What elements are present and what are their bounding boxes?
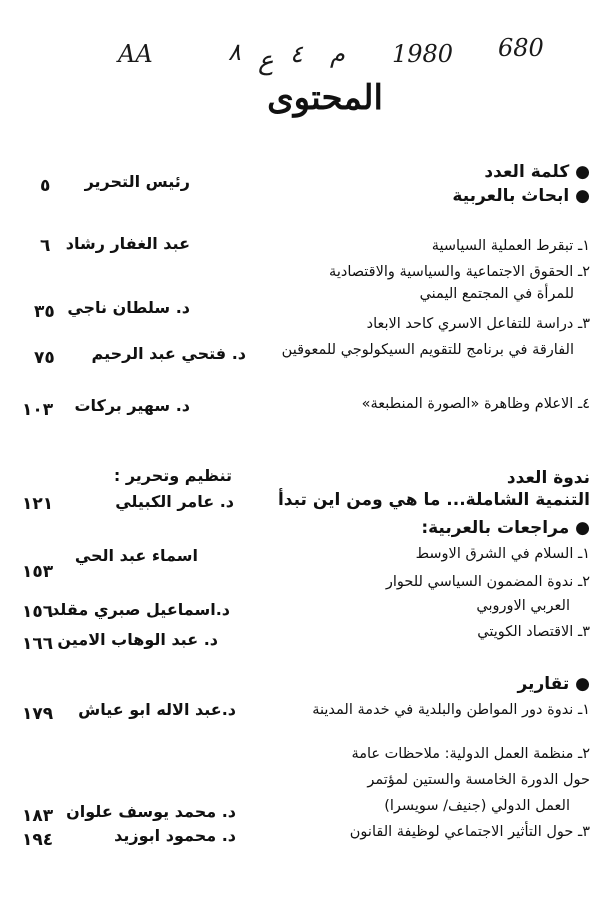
- review-2-author: د.اسماعيل صبري مقلد: [51, 600, 230, 619]
- report-3-author: د. محمود ابوزيد: [114, 826, 236, 845]
- article-3-title-line1: ٣ـ دراسة للتفاعل الاسري كاحد الابعاد: [366, 316, 590, 332]
- report-2-title-line2: حول الدورة الخامسة والستين لمؤتمر: [367, 772, 590, 788]
- handwritten-code-aa: AA: [118, 40, 153, 68]
- handwritten-four: ٤: [290, 40, 303, 68]
- article-4-author: د. سهير بركات: [74, 396, 190, 415]
- author-editor-in-chief: رئيس التحرير: [84, 172, 190, 191]
- report-2-author: د. محمد يوسف علوان: [66, 802, 236, 821]
- article-2-author: د. سلطان ناجي: [67, 298, 190, 317]
- page-title: المحتوى: [267, 78, 383, 118]
- report-1-author: د.عبد الاله ابو عياش: [78, 700, 236, 719]
- page-num-editor: ٥: [40, 176, 51, 196]
- review-3-page: ١٦٦: [22, 634, 54, 654]
- handwritten-mim: م: [330, 40, 345, 68]
- review-1-title: ١ـ السلام في الشرق الاوسط: [415, 546, 590, 562]
- article-2-page: ٣٥: [34, 302, 55, 322]
- report-1-page: ١٧٩: [22, 704, 54, 724]
- bullet-reviews: ● مراجعات بالعربية:: [421, 518, 590, 538]
- bullet-arabic-research: ● ابحاث بالعربية: [452, 186, 590, 206]
- review-2-page: ١٥٦: [22, 602, 54, 622]
- handwritten-number: 680: [498, 34, 544, 62]
- report-2-page: ١٨٣: [22, 806, 54, 826]
- review-2-title-line2: العربي الاوروبي: [476, 598, 570, 614]
- symposium-organizer-label: تنظيم وتحرير :: [113, 466, 232, 485]
- report-2-title-line1: ٢ـ منظمة العمل الدولية: ملاحظات عامة: [351, 746, 590, 762]
- article-3-author: د. فتحي عبد الرحيم: [91, 344, 246, 363]
- symposium-title: التنمية الشاملة... ما هي ومن اين تبدأ: [277, 490, 590, 510]
- handwritten-eight: ٨: [228, 38, 241, 66]
- article-1-page: ٦: [40, 236, 51, 256]
- article-4-page: ١٠٣: [22, 400, 54, 420]
- report-3-title: ٣ـ حول التأثير الاجتماعي لوظيفة القانون: [349, 824, 590, 840]
- article-2-title-line1: ٢ـ الحقوق الاجتماعية والسياسية والاقتصادية: [329, 264, 590, 280]
- handwritten-ain: ع: [258, 46, 274, 76]
- bullet-issue-word: ● كلمة العدد: [484, 162, 590, 182]
- symposium-label: ندوة العدد: [506, 468, 590, 488]
- bullet-reports: ● تقارير: [517, 674, 590, 694]
- report-3-page: ١٩٤: [22, 830, 54, 850]
- article-2-title-line2: للمرأة في المجتمع اليمني: [419, 286, 574, 302]
- article-1-title: ١ـ تبقرط العملية السياسية: [431, 238, 590, 254]
- report-2-title-line3: العمل الدولي (جنيف/ سويسرا): [384, 798, 570, 814]
- review-3-author: د. عبد الوهاب الامين: [57, 630, 218, 649]
- symposium-author: د. عامر الكبيلي: [115, 492, 234, 511]
- article-1-author: عبد الغفار رشاد: [65, 234, 190, 253]
- review-1-page: ١٥٣: [22, 562, 54, 582]
- review-3-title: ٣ـ الاقتصاد الكويتي: [477, 624, 590, 640]
- article-4-title: ٤ـ الاعلام وظاهرة «الصورة المنطبعة»: [361, 396, 590, 412]
- symposium-page: ١٢١: [22, 494, 54, 514]
- handwritten-year: 1980: [392, 40, 454, 68]
- article-3-page: ٧٥: [34, 348, 55, 368]
- report-1-title: ١ـ ندوة دور المواطن والبلدية في خدمة المدينة: [312, 702, 590, 718]
- review-2-title-line1: ٢ـ ندوة المضمون السياسي للحوار: [385, 574, 590, 590]
- article-3-title-line2: الفارقة في برنامج للتقويم السيكولوجي للمعوقين: [281, 342, 574, 358]
- review-1-author: اسماء عبد الحي: [74, 546, 198, 565]
